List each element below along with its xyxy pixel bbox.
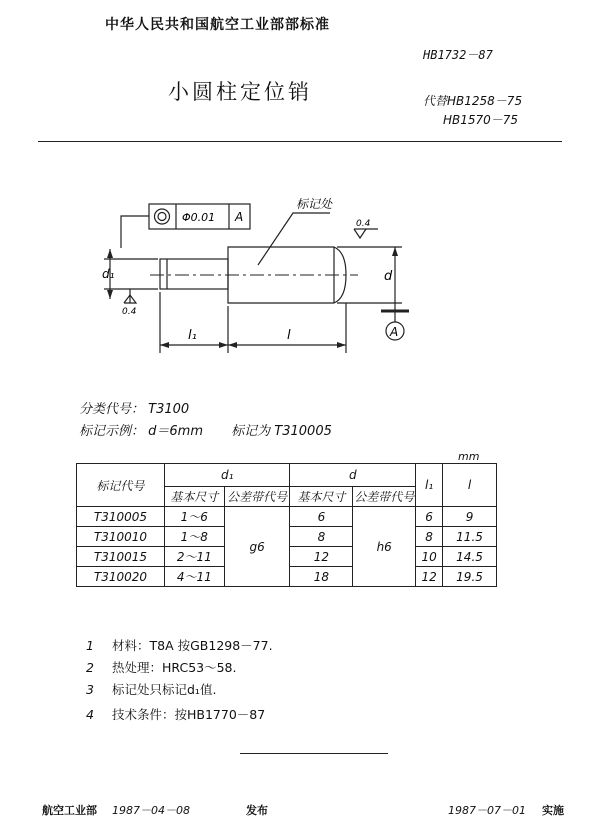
class-label: 分类代号： [79, 402, 145, 417]
dim-l-label: l [287, 328, 291, 343]
page-title: 小圆柱定位销 [168, 80, 312, 104]
cell-d: 8 [290, 527, 353, 547]
note-item [86, 680, 216, 698]
header-d1: d₁ [164, 464, 290, 487]
header-d-basic: 基本尺寸 [290, 487, 353, 507]
footer-impl-date: 1987－07－01 [448, 804, 526, 817]
tolerance-datum-ref: A [235, 210, 244, 224]
header-l: l [443, 464, 497, 507]
unit-label: mm [458, 450, 480, 463]
cell-l1: 6 [416, 507, 443, 527]
note-number: 4 [86, 707, 94, 722]
cell-mark: T310020 [77, 567, 165, 587]
cell-d-tolerance: h6 [353, 507, 416, 587]
cell-l: 11.5 [443, 527, 497, 547]
header-d1-basic: 基本尺寸 [164, 487, 224, 507]
cell-d: 12 [290, 547, 353, 567]
note-number: 1 [86, 638, 94, 653]
footer-issuer: 航空工业部 [42, 804, 97, 817]
cell-d1: 1～8 [164, 527, 224, 547]
end-rule [240, 753, 388, 754]
cell-mark: T310005 [77, 507, 165, 527]
header-d1-tol: 公差带代号 [224, 487, 290, 507]
header-d-tol: 公差带代号 [353, 487, 416, 507]
cell-mark: T310010 [77, 527, 165, 547]
note-text: 材料：T8A 按GB1298－77. [112, 638, 273, 653]
cell-d1: 2～11 [164, 547, 224, 567]
footer-impl-label: 实施 [542, 804, 564, 817]
replaces-code-2: HB1570－75 [443, 113, 519, 127]
cell-d1: 1～6 [164, 507, 224, 527]
standard-code: HB1732－87 [423, 48, 493, 62]
header-mark-code: 标记代号 [77, 464, 165, 507]
note-text: 热处理：HRC53～58. [112, 660, 237, 675]
concentricity-icon [155, 209, 170, 224]
note-text: 标记处只标记d₁值. [112, 682, 217, 697]
roughness-value-2: 0.4 [122, 307, 137, 317]
dim-d1-label: d₁ [102, 267, 115, 281]
header-d: d [290, 464, 416, 487]
cell-l: 19.5 [443, 567, 497, 587]
note-number: 3 [86, 682, 94, 697]
header-l1: l₁ [416, 464, 443, 507]
tolerance-value: Φ0.01 [182, 211, 216, 224]
example-label: 标记示例： [79, 424, 145, 439]
spec-table [76, 463, 497, 587]
pin-drawing [0, 0, 600, 380]
replaces-code-1: HB1258－75 [447, 94, 523, 108]
cell-d1-tolerance: g6 [224, 507, 290, 587]
cell-l: 9 [443, 507, 497, 527]
note-number: 2 [86, 660, 94, 675]
cell-d1: 4～11 [164, 567, 224, 587]
marking-label: 标记处 [296, 197, 333, 211]
note-item [86, 636, 273, 654]
table-row [77, 507, 497, 527]
roughness-symbol-1 [354, 229, 378, 238]
cell-l1: 12 [416, 567, 443, 587]
class-code: T3100 [148, 402, 190, 417]
standard-org-header: 中华人民共和国航空工业部部标准 [105, 17, 330, 33]
cell-d: 18 [290, 567, 353, 587]
footer-issue-date: 1987－04－08 [112, 804, 190, 817]
dim-l1-label: l₁ [188, 328, 197, 343]
dim-d-label: d [384, 269, 393, 284]
cell-d: 6 [290, 507, 353, 527]
roughness-value-1: 0.4 [356, 219, 371, 229]
example-line [79, 420, 332, 439]
example-value: d＝6mm [148, 424, 204, 439]
cell-l1: 10 [416, 547, 443, 567]
cell-l1: 8 [416, 527, 443, 547]
note-text: 技术条件：按HB1770－87 [112, 707, 266, 722]
replaces-label: 代替 [423, 94, 448, 108]
cell-mark: T310015 [77, 547, 165, 567]
small-cylinder-outline [160, 259, 228, 289]
cell-l: 14.5 [443, 547, 497, 567]
note-item [86, 705, 265, 723]
footer-issue-label: 发布 [246, 804, 268, 817]
class-line [79, 398, 189, 417]
example-mark: 标记为 T310005 [231, 424, 332, 439]
datum-label: A [390, 325, 399, 339]
note-item [86, 658, 236, 676]
